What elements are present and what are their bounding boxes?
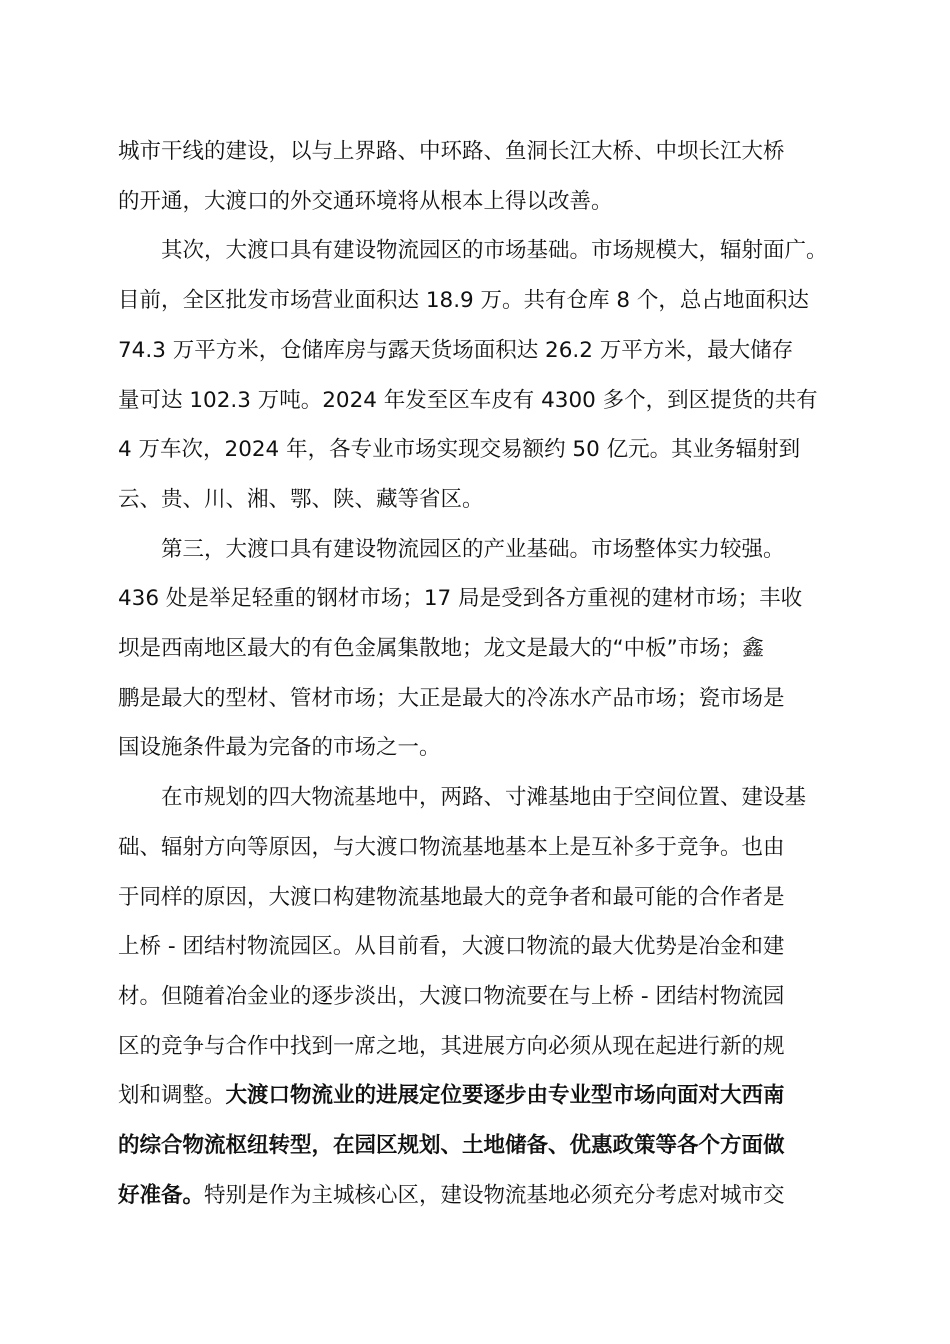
bold-text-run: 好准备。 bbox=[118, 1182, 205, 1208]
text-line: 鹏是最大的型材、管材市场；大正是最大的冷冻水产品市场；瓷市场是 bbox=[118, 685, 785, 711]
text-run: 划和调整。 bbox=[118, 1083, 226, 1109]
text-line: 量可达 102.3 万吨。2024 年发至区车皮有 4300 多个，到区提货的共有 bbox=[118, 387, 818, 413]
text-line: 城市干线的建设，以与上界路、中环路、鱼洞长江大桥、中坝长江大桥 bbox=[118, 139, 785, 164]
text-line: 74.3 万平方米，仓储库房与露天货场面积达 26.2 万平方米，最大储存 bbox=[118, 337, 794, 363]
text-line: 其次，大渡口具有建设物流园区的市场基础。市场规模大，辐射面广。 bbox=[161, 238, 828, 264]
text-line: 云、贵、川、湘、鄂、陕、藏等省区。 bbox=[118, 486, 484, 512]
text-line: 4 万车次，2024 年，各专业市场实现交易额约 50 亿元。其业务辐射到 bbox=[118, 437, 801, 463]
document-body bbox=[118, 127, 834, 1220]
text-line: 区的竞争与合作中找到一席之地，其进展方向必须从现在起进行新的规 bbox=[118, 1033, 785, 1059]
text-line: 目前，全区批发市场营业面积达 18.9 万。共有仓库 8 个，总占地面积达 bbox=[118, 288, 809, 314]
text-line: 坝是西南地区最大的有色金属集散地；龙文是最大的“中板”市场；鑫 bbox=[118, 636, 764, 662]
text-line: 础、辐射方向等原因，与大渡口物流基地基本上是互补多于竞争。也由 bbox=[118, 834, 785, 860]
text-line: 的开通，大渡口的外交通环境将从根本上得以改善。 bbox=[118, 188, 613, 214]
paragraph-1 bbox=[118, 127, 834, 226]
text-line: 在市规划的四大物流基地中，两路、寸滩基地由于空间位置、建设基 bbox=[161, 785, 807, 811]
paragraph-4 bbox=[118, 773, 834, 1220]
text-line bbox=[118, 1171, 834, 1221]
bold-text-line: 的综合物流枢纽转型，在园区规划、土地储备、优惠政策等各个方面做 bbox=[118, 1133, 785, 1159]
bold-text-run: 大渡口物流业的进展定位要逐步由专业型市场向面对大西南 bbox=[225, 1083, 785, 1109]
text-line bbox=[118, 1071, 834, 1121]
paragraph-3 bbox=[118, 525, 834, 774]
text-line: 于同样的原因，大渡口构建物流基地最大的竞争者和最可能的合作者是 bbox=[118, 884, 785, 910]
text-line: 436 处是举足轻重的钢材市场；17 局是受到各方重视的建材市场；丰收 bbox=[118, 586, 803, 612]
text-line: 上桥 - 团结村物流园区。从目前看，大渡口物流的最大优势是冶金和建 bbox=[118, 934, 785, 960]
text-run: 特别是作为主城核心区，建设物流基地必须充分考虑对城市交 bbox=[204, 1182, 785, 1208]
paragraph-2 bbox=[118, 226, 834, 524]
text-line: 国设施条件最为完备的市场之一。 bbox=[118, 735, 441, 761]
text-line: 第三，大渡口具有建设物流园区的产业基础。市场整体实力较强。 bbox=[161, 536, 785, 562]
text-line: 材。但随着冶金业的逐步淡出，大渡口物流要在与上桥 - 团结村物流园 bbox=[118, 983, 785, 1009]
